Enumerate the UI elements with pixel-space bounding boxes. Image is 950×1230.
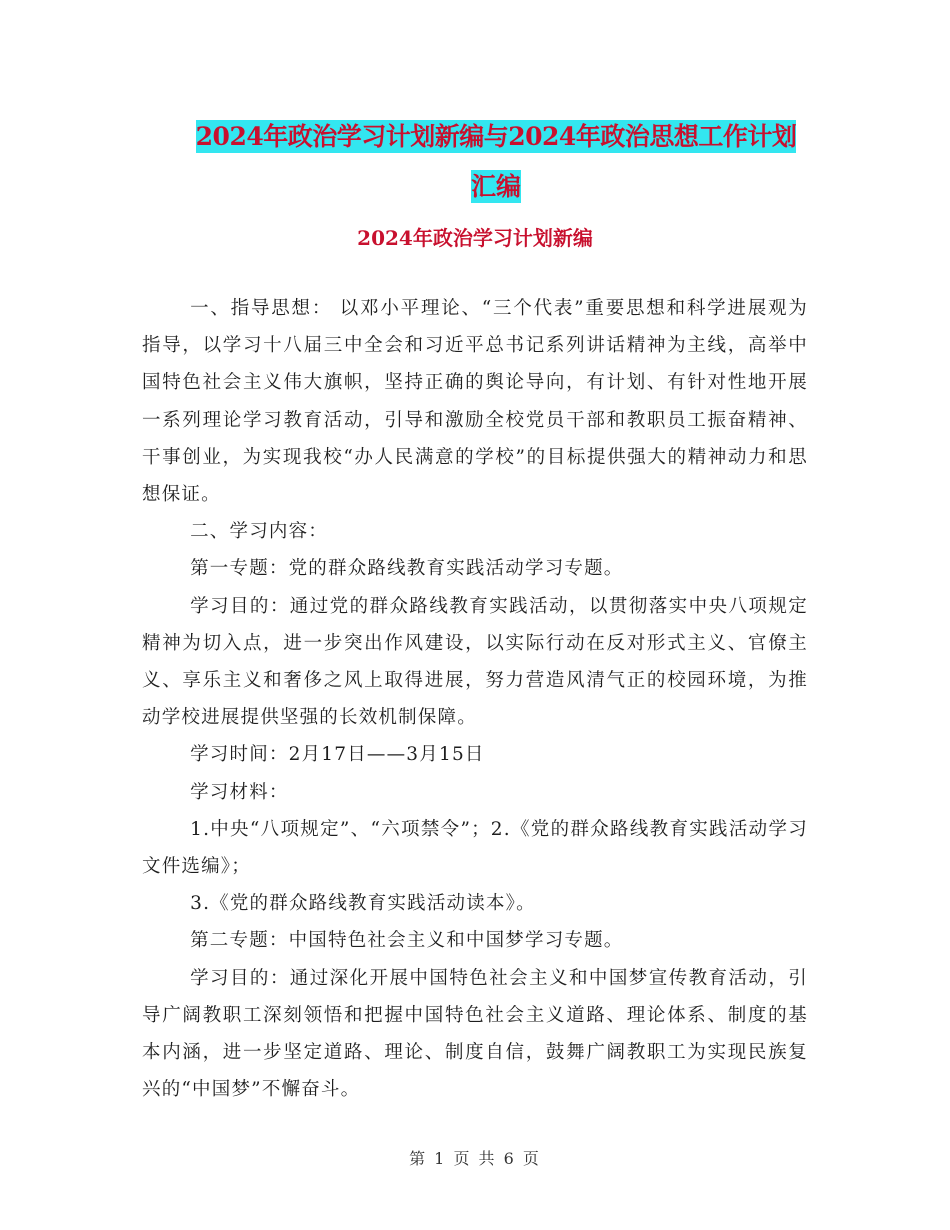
title-line-1: 2024年政治学习计划新编与2024年政治思想工作计划 — [195, 122, 797, 151]
paragraph-topic-2: 第二专题：中国特色社会主义和中国梦学习专题。 — [190, 930, 624, 952]
title-line-2: 汇编 — [470, 172, 521, 201]
paragraph-study-content: 二、学习内容： — [190, 521, 328, 543]
document-body — [142, 290, 808, 1108]
section-title: 2024年政治学习计划新编 — [357, 226, 593, 250]
paragraph-topic-1-materials-1-2: 1.中央“八项规定”、“六项禁令”；2.《党的群众路线教育实践活动学习文件选编》； — [142, 818, 808, 878]
page-footer: 第 1 页 共 6 页 — [409, 1149, 541, 1168]
paragraph-topic-2-purpose: 学习目的：通过深化开展中国特色社会主义和中国梦宣传教育活动，引导广阔教职工深刻领悟和把握中国特色社会主义道路、理论体系、制度的基本内涵，进一步坚定道路、理论、制度自信，鼓舞广阔教职工为实现民族复兴的“中国梦”不懈奋斗。 — [142, 967, 808, 1101]
paragraph-topic-1-purpose: 学习目的：通过党的群众路线教育实践活动，以贯彻落实中央八项规定精神为切入点，进一步突出作风建设，以实际行动在反对形式主义、官僚主义、享乐主义和奢侈之风上取得进展，努力营造风清气正的校园环境，为推动学校进展提供坚强的长效机制保障。 — [142, 595, 808, 729]
paragraph-topic-1-materials-label: 学习材料： — [190, 781, 289, 803]
paragraph-topic-1-time: 学习时间：2月17日——3月15日 — [190, 744, 485, 766]
paragraph-topic-1: 第一专题：党的群众路线教育实践活动学习专题。 — [190, 558, 624, 580]
paragraph-topic-1-materials-3: 3.《党的群众路线教育实践活动读本》。 — [190, 893, 536, 915]
document-title — [186, 112, 806, 211]
paragraph-guiding-thought: 一、指导思想： 以邓小平理论、“三个代表”重要思想和科学进展观为指导，以学习十八届三中全会和习近平总书记系列讲话精神为主线，高举中国特色社会主义伟大旗帜，坚持正确的舆论导向，有计划、有针对性地开展一系列理论学习教育活动，引导和激励全校党员干部和教职员工振奋精神、干事创业，为实现我校“办人民满意的学校”的目标提供强大的精神动力和思想保证。 — [142, 298, 808, 506]
